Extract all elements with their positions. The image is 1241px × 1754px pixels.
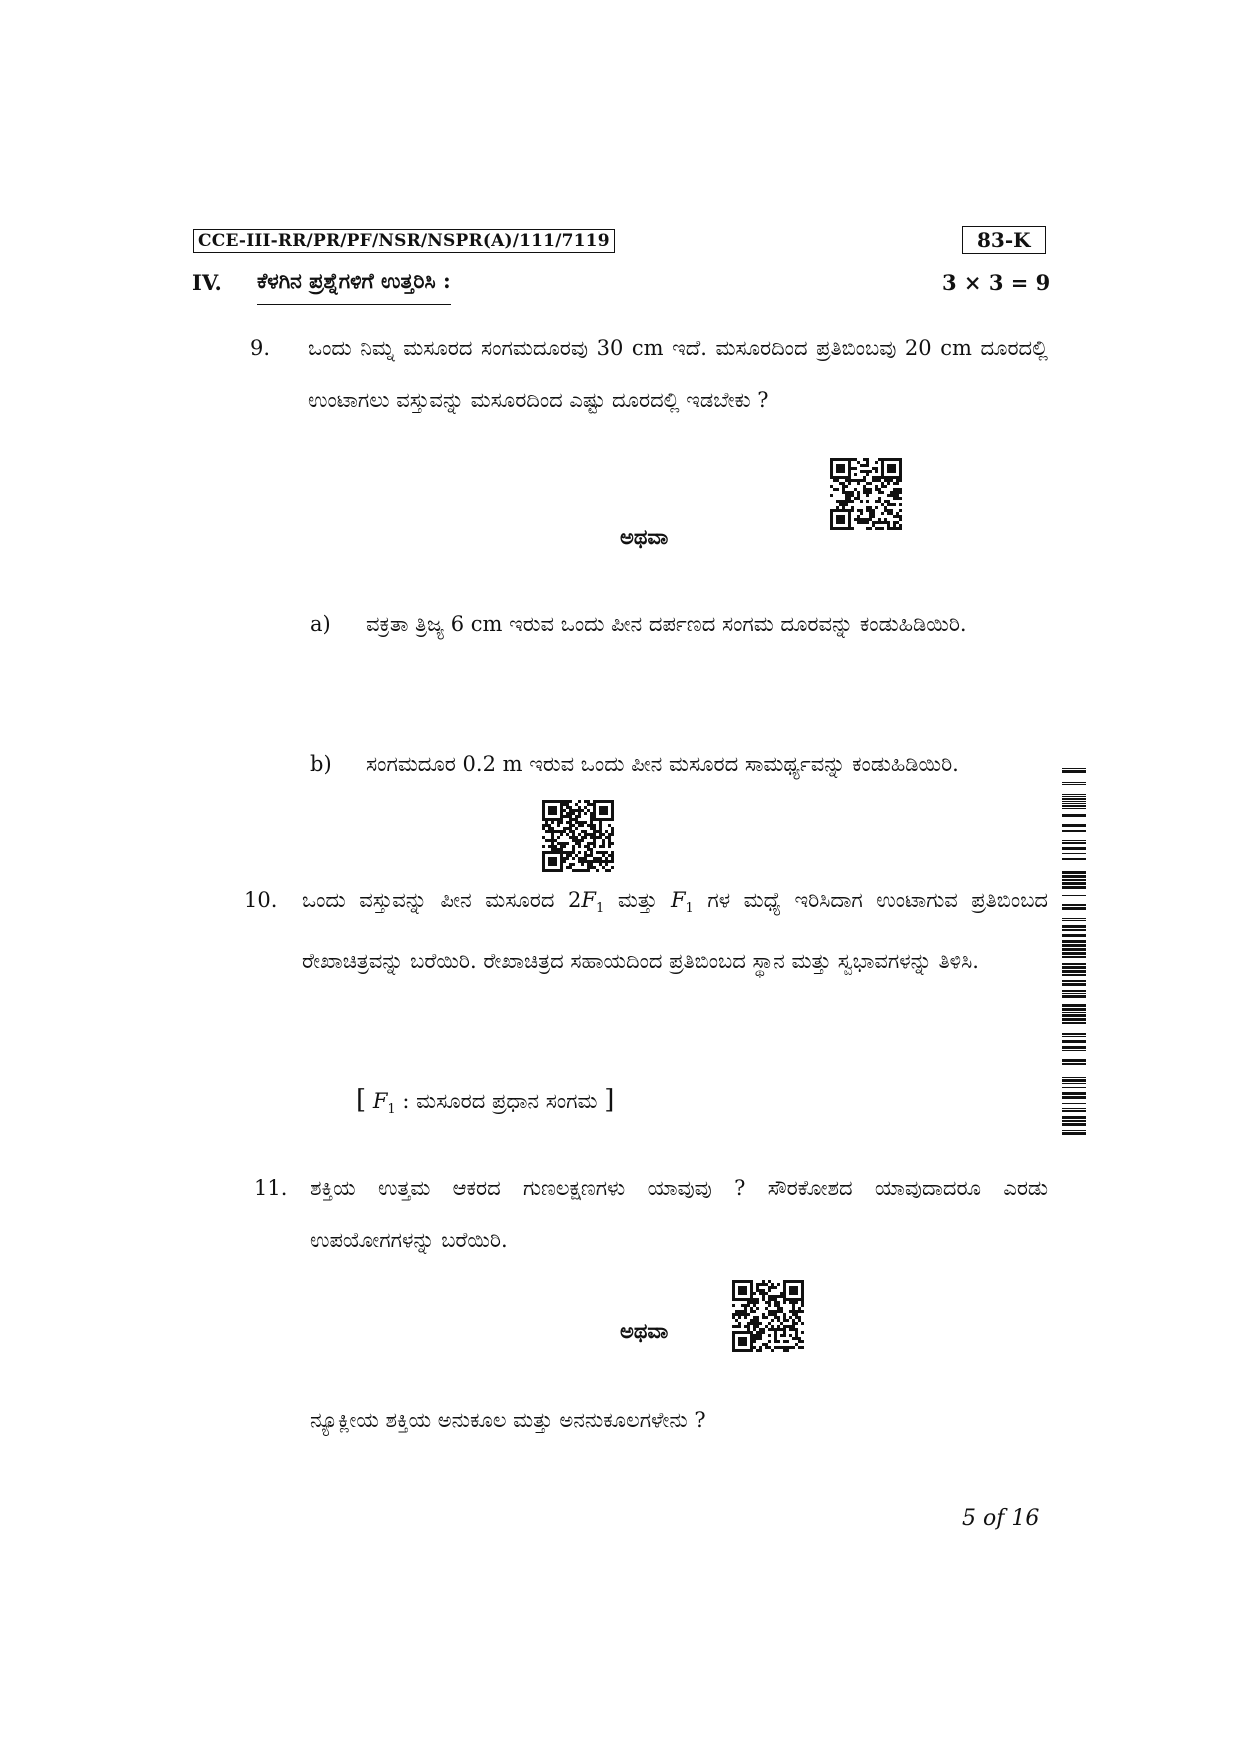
question-11-alt-text: ನ್ಯೂಕ್ಲೀಯ ಶಕ್ತಿಯ ಅನುಕೂಲ ಮತ್ತು ಅನನುಕೂಲಗಳೇನು ? bbox=[310, 1408, 706, 1432]
q10-note-symbol: F bbox=[372, 1089, 388, 1113]
question-9a-text: ವಕ್ರತಾ ತ್ರಿಜ್ಯ 6 cm ಇರುವ ಒಂದು ಪೀನ ದರ್ಪಣದ ಸಂಗಮ ದೂರವನ್ನು ಕಂಡುಹಿಡಿಯಿರಿ. bbox=[366, 612, 967, 636]
question-9-text: ಒಂದು ನಿಮ್ನ ಮಸೂರದ ಸಂಗಮದೂರವು 30 cm ಇದೆ. ಮಸೂರದಿಂದ ಪ್ರತಿಬಿಂಬವು 20 cm ದೂರದಲ್ಲಿ ಉಂಟಾಗಲು ವಸ್ತುವನ್ನು ಮಸೂರದಿಂದ ಎಷ್ಟು ದೂರದಲ್ಲಿ ಇಡಬೇಕು ? bbox=[308, 336, 1048, 412]
page-number: 5 of 16 bbox=[962, 1506, 1040, 1531]
q10-f-symbol: F bbox=[581, 888, 596, 912]
q10-text-part1: ಒಂದು ವಸ್ತುವನ್ನು ಪೀನ ಮಸೂರದ bbox=[302, 888, 569, 912]
q10-note bbox=[356, 1074, 856, 1136]
question-9a-label: a) bbox=[310, 612, 331, 636]
q10-f-sub-2: 1 bbox=[685, 901, 694, 917]
question-11-text: ಶಕ್ತಿಯ ಉತ್ತಮ ಆಕರದ ಗುಣಲಕ್ಷಣಗಳು ಯಾವುವು ? ಸೌರಕೋಶದ ಯಾವುದಾದರೂ ಎರಡು ಉಪಯೋಗಗಳನ್ನು ಬರೆಯಿರಿ. bbox=[310, 1176, 1048, 1252]
question-10-number: 10. bbox=[244, 888, 278, 912]
or-label-q9: ಅಥವಾ bbox=[620, 524, 669, 549]
question-9b-label: b) bbox=[310, 752, 332, 776]
qr-code-icon bbox=[732, 1280, 804, 1352]
question-10-text bbox=[302, 874, 1048, 987]
qr-code-icon bbox=[542, 800, 614, 872]
section-title: ಕೆಳಗಿನ ಪ್ರಶ್ನೆಗಳಿಗೆ ಉತ್ತರಿಸಿ : bbox=[257, 268, 451, 305]
question-11-number: 11. bbox=[254, 1176, 288, 1200]
barcode-icon bbox=[1062, 768, 1086, 1136]
q10-note-open: [ bbox=[356, 1085, 367, 1115]
q10-f-symbol-2: F bbox=[670, 888, 686, 912]
q10-note-close: ] bbox=[604, 1085, 615, 1115]
section-number: IV. bbox=[192, 270, 222, 295]
or-label-q11: ಅಥವಾ bbox=[620, 1318, 669, 1343]
q10-f-coef: 2 bbox=[568, 888, 582, 912]
q10-text-part2: ಗಳ ಮಧ್ಯೆ ಇರಿಸಿದಾಗ ಉಂಟಾಗುವ ಪ್ರತಿಬಿಂಬದ ರೇಖಾಚಿತ್ರವನ್ನು ಬರೆಯಿರಿ. ರೇಖಾಚಿತ್ರದ ಸಹಾಯದಿಂದ ಪ್ರತಿಬಿಂಬದ ಸ್ಥಾನ ಮತ್ತು ಸ್ವಭಾವಗಳನ್ನು ತಿಳಿಸಿ. bbox=[302, 888, 1049, 974]
q10-note-text: : ಮಸೂರದ ಪ್ರಧಾನ ಸಂಗಮ bbox=[395, 1089, 605, 1113]
q10-note-sub: 1 bbox=[387, 1102, 396, 1118]
question-9b-text: ಸಂಗಮದೂರ 0.2 m ಇರುವ ಒಂದು ಪೀನ ಮಸೂರದ ಸಾಮರ್ಥ್ಯವನ್ನು ಕಂಡುಹಿಡಿಯಿರಿ. bbox=[366, 752, 959, 776]
section-marks: 3 × 3 = 9 bbox=[942, 270, 1051, 295]
exam-code: CCE-III-RR/PR/PF/NSR/NSPR(A)/111/7119 bbox=[193, 229, 615, 253]
question-9-number: 9. bbox=[250, 336, 271, 360]
paper-code: 83-K bbox=[962, 226, 1046, 254]
q10-f-sub: 1 bbox=[595, 901, 605, 917]
q10-and-word: ಮತ್ತು bbox=[604, 888, 671, 912]
qr-code-icon bbox=[830, 458, 902, 530]
